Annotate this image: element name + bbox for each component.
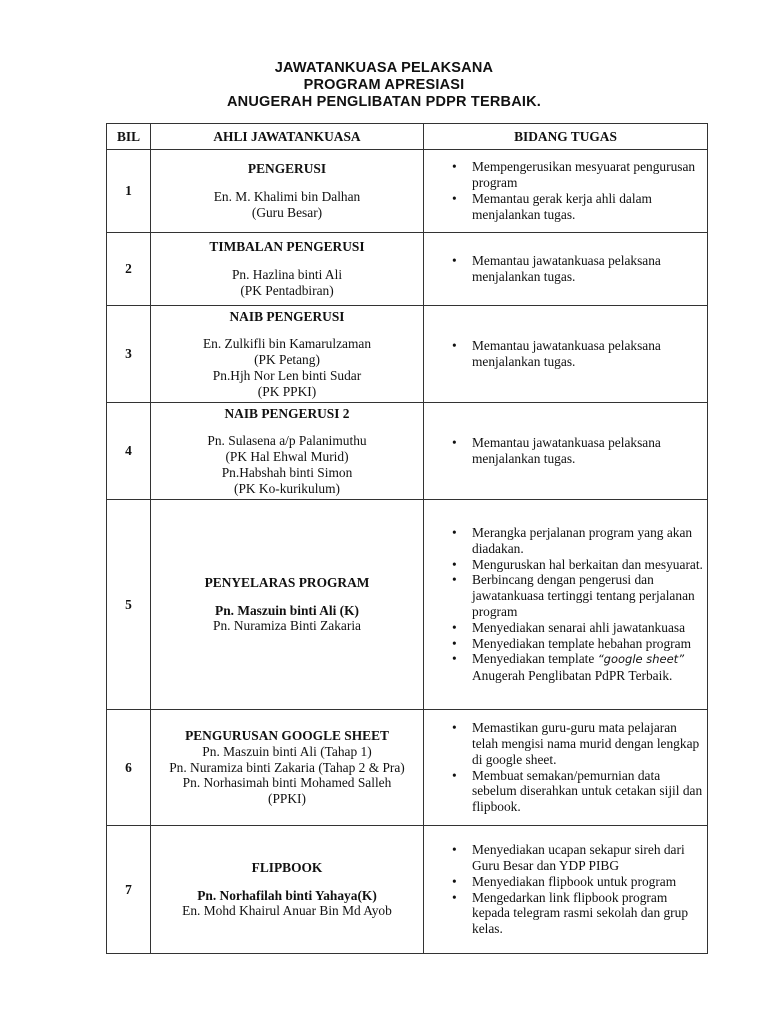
task-item <box>424 651 707 684</box>
task-item: • Memantau jawatankuasa pelaksana menjalankan tugas. <box>424 435 707 467</box>
task-item: • Mempengerusikan mesyuarat pengurusan program <box>424 159 707 191</box>
task-list <box>424 720 707 815</box>
member-name: Pn. Nuramiza Binti Zakaria <box>213 618 361 634</box>
member-position: (PPKI) <box>268 791 306 807</box>
member-cell <box>151 233 424 306</box>
member-position: (Guru Besar) <box>251 204 323 220</box>
task-item: • Menyediakan flipbook untuk program <box>424 874 707 890</box>
member-position: (PK Hal Ehwal Murid) <box>225 449 349 465</box>
task-list <box>424 159 707 222</box>
task-list <box>424 435 707 467</box>
document-title-line-2: PROGRAM APRESIASI <box>303 77 465 93</box>
task-item: • Memantau gerak kerja ahli dalam menjalankan tugas. <box>424 191 707 223</box>
member-cell <box>151 710 424 826</box>
task-item: • Menguruskan hal berkaitan dan mesyuarat. <box>424 557 707 573</box>
task-cell <box>424 233 708 306</box>
role-title: NAIB PENGERUSI 2 <box>224 405 350 421</box>
member-name: Pn. Maszuin binti Ali (Tahap 1) <box>202 743 372 759</box>
google-sheet-highlight: “google sheet” <box>597 652 685 667</box>
lead-member-name: Pn. Norhafilah binti Yahaya(K) <box>197 887 377 903</box>
task-cell <box>424 500 708 710</box>
task-list <box>424 338 707 370</box>
task-list <box>424 525 707 684</box>
task-item: • Memantau jawatankuasa pelaksana menjalankan tugas. <box>424 338 707 370</box>
member-name: En. Zulkifli bin Kamarulzaman <box>202 336 372 352</box>
member-name: Pn.Hjh Nor Len binti Sudar <box>212 367 362 383</box>
role-title: PENGURUSAN GOOGLE SHEET <box>185 728 389 743</box>
member-cell <box>151 150 424 233</box>
task-cell <box>424 403 708 500</box>
role-title: PENGERUSI <box>247 161 327 177</box>
member-name: Pn. Hazlina binti Ali <box>231 267 343 283</box>
table-row <box>107 826 708 954</box>
task-item: • Membuat semakan/pemurnian data sebelum diserahkan untuk cetakan sijil dan flipbook. <box>424 768 707 815</box>
member-name: En. M. Khalimi bin Dalhan <box>213 189 361 205</box>
task-list <box>424 842 707 937</box>
task-item: • Merangka perjalanan program yang akan diadakan. <box>424 525 707 557</box>
member-name: Pn. Sulasena a/p Palanimuthu <box>207 433 367 449</box>
task-cell <box>424 150 708 233</box>
row-number: 3 <box>107 306 151 403</box>
role-title: PENYELARAS PROGRAM <box>204 574 370 590</box>
task-item: • Menyediakan ucapan sekapur sireh dari Guru Besar dan YDP PIBG <box>424 842 707 874</box>
task-list <box>424 253 707 285</box>
task-item: • Memastikan guru-guru mata pelajaran telah mengisi nama murid dengan lengkap di google sheet. <box>424 720 707 767</box>
table-header-row <box>107 124 708 150</box>
document-title-line-3: ANUGERAH PENGLIBATAN PDPR TERBAIK. <box>227 94 541 110</box>
task-item: • Menyediakan senarai ahli jawatankuasa <box>424 620 707 636</box>
member-cell <box>151 403 424 500</box>
member-position: (PK Ko-kurikulum) <box>233 480 340 496</box>
member-cell <box>151 500 424 710</box>
member-name: Pn. Norhasimah binti Mohamed Salleh <box>182 775 392 791</box>
table-row <box>107 710 708 826</box>
member-cell <box>151 826 424 954</box>
role-title: FLIPBOOK <box>251 859 323 875</box>
member-name: Pn. Nuramiza binti Zakaria (Tahap 2 & Pra) <box>169 759 405 775</box>
row-number: 6 <box>107 710 151 826</box>
role-title: NAIB PENGERUSI <box>229 308 345 324</box>
member-name: Pn.Habshah binti Simon <box>221 464 353 480</box>
member-cell <box>151 306 424 403</box>
task-cell <box>424 306 708 403</box>
task-item: • Berbincang dengan pengerusi dan jawatankuasa tertinggi tentang perjalanan program <box>424 572 707 619</box>
row-number: 5 <box>107 500 151 710</box>
task-cell <box>424 710 708 826</box>
header-ahli-jawatankuasa: AHLI JAWATANKUASA <box>151 124 424 150</box>
document-title-line-1: JAWATANKUASA PELAKSANA <box>274 60 494 76</box>
header-bil: BIL <box>107 124 151 150</box>
lead-member-name: Pn. Maszuin binti Ali (K) <box>215 602 359 618</box>
member-position: (PK Petang) <box>254 352 320 368</box>
member-position: (PK PPKI) <box>257 383 317 399</box>
row-number: 2 <box>107 233 151 306</box>
row-number: 4 <box>107 403 151 500</box>
committee-table <box>106 123 708 954</box>
table-row <box>107 150 708 233</box>
task-item: • Memantau jawatankuasa pelaksana menjalankan tugas. <box>424 253 707 285</box>
table-row <box>107 306 708 403</box>
task-item: • Mengedarkan link flipbook program kepada telegram rasmi sekolah dan grup kelas. <box>424 890 707 937</box>
header-bidang-tugas: BIDANG TUGAS <box>424 124 708 150</box>
member-name: En. Mohd Khairul Anuar Bin Md Ayob <box>182 903 392 919</box>
role-title: TIMBALAN PENGERUSI <box>209 239 365 255</box>
table-row <box>107 233 708 306</box>
table-row <box>107 500 708 710</box>
task-item: • Menyediakan template hebahan program <box>424 636 707 652</box>
row-number: 7 <box>107 826 151 954</box>
table-row <box>107 403 708 500</box>
task-text: Anugerah Penglibatan PdPR Terbaik. <box>472 668 673 684</box>
task-text: Menyediakan template <box>472 651 598 667</box>
task-cell <box>424 826 708 954</box>
row-number: 1 <box>107 150 151 233</box>
member-position: (PK Pentadbiran) <box>240 282 334 298</box>
